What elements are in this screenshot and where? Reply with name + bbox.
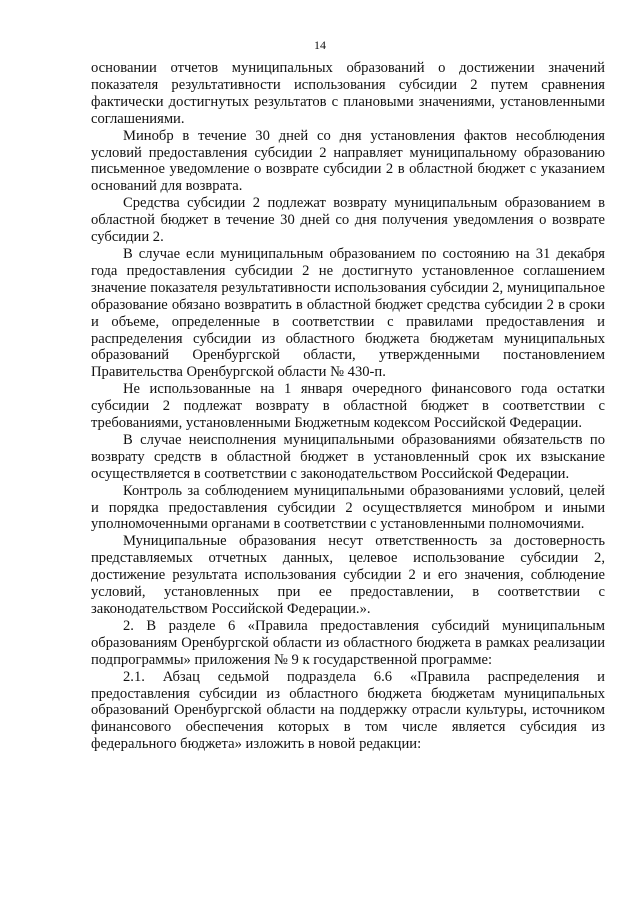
paragraph: Средства субсидии 2 подлежат возврату муниципальным образованием в областной бюджет в течение 30 дней со дня получения уведомления о возврате субсидии 2. — [91, 195, 605, 246]
paragraph-section-2: 2. В разделе 6 «Правила предоставления субсидий муниципальным образованиям Оренбургской области из областного бюджета в рамках реализации подпрограммы» приложения № 9 к государственной программе: — [91, 617, 605, 668]
paragraph-section-2-1: 2.1. Абзац седьмой подраздела 6.6 «Правила распределения и предоставления субсидии из областного бюджета бюджетам муниципальных образований Оренбургской области на поддержку отрасли культуры, источником финансового обеспечения которых в том числе является субсидия из федерального бюджета» изложить в новой редакции: — [91, 668, 605, 753]
document-body — [91, 60, 605, 753]
paragraph: Муниципальные образования несут ответственность за достоверность представляемых отчетных данных, целевое использование субсидии 2, достижение результата использования субсидии 2 и его значения, соблюдение условий, установленных при ее предоставлении, в соответствии с законодательством Российской Федерации.». — [91, 533, 605, 617]
paragraph: В случае неисполнения муниципальными образованиями обязательств по возврату средств в областной бюджет в установленный срок их взыскание осуществляется в соответствии с законодательством Российской Федерации. — [91, 431, 605, 482]
page-number: 14 — [314, 38, 326, 52]
paragraph-continuation: основании отчетов муниципальных образований о достижении значений показателя результативности использования субсидии 2 путем сравнения фактически достигнутых результатов с плановыми значениями, установленными соглашениями. — [91, 60, 605, 127]
paragraph: Минобр в течение 30 дней со дня установления фактов несоблюдения условий предоставления субсидии 2 направляет муниципальному образованию письменное уведомление о возврате субсидии 2 в областной бюджет с указанием оснований для возврата. — [91, 127, 605, 195]
paragraph: Не использованные на 1 января очередного финансового года остатки субсидии 2 подлежат возврату в областной бюджет в соответствии с требованиями, установленными Бюджетным кодексом Российской Федерации. — [91, 381, 605, 432]
paragraph: В случае если муниципальным образованием по состоянию на 31 декабря года предоставления субсидии 2 не достигнуто установленное соглашением значение показателя результативности использования субсидии 2, муниципальное образование обязано возвратить в областной бюджет средства субсидии 2 в сроки и объеме, определенные в соответствии с правилами предоставления и распределения субсидии из областного бюджета бюджетам муниципальных образований Оренбургской области, утвержденными постановлением Правительства Оренбургской области № 430-п. — [91, 245, 605, 381]
paragraph: Контроль за соблюдением муниципальными образованиями условий, целей и порядка предоставления субсидии 2 осуществляется минобром и иными уполномоченными органами в соответствии с установленными полномочиями. — [91, 482, 605, 533]
